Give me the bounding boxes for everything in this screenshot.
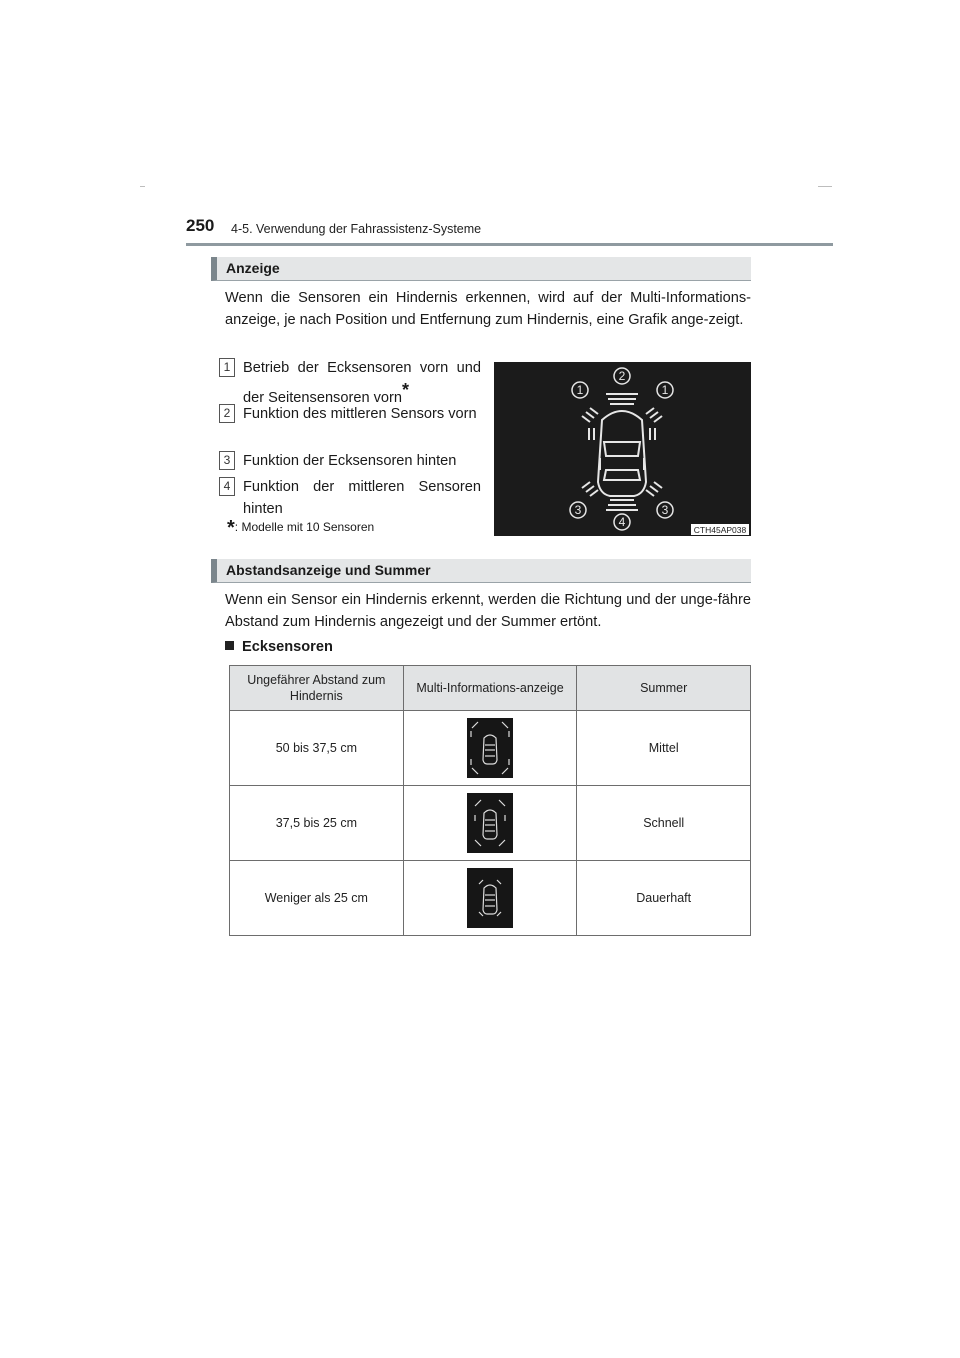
callout-2: 2 — [618, 369, 626, 383]
item-text: Betrieb der Ecksensoren vorn und der Seitensensoren vorn — [243, 360, 481, 406]
distance-cell: 37,5 bis 25 cm — [230, 786, 404, 861]
rear-right-bars — [646, 482, 662, 496]
distance-table — [229, 665, 751, 936]
item-number: 2 — [219, 404, 235, 423]
header-buzzer: Summer — [577, 666, 751, 711]
distance-cell: Weniger als 25 cm — [230, 861, 404, 936]
car-corner-far-icon — [467, 718, 513, 778]
footnote: *: Modelle mit 10 Sensoren — [227, 517, 375, 539]
rear-center-bars — [606, 500, 638, 510]
crop-mark-right — [818, 186, 832, 187]
footnote-star: * — [402, 380, 410, 400]
car-rear-window — [604, 470, 640, 480]
buzzer-cell: Schnell — [577, 786, 751, 861]
sensor-diagram — [494, 362, 751, 536]
header-distance: Ungefährer Abstand zum Hindernis — [230, 666, 404, 711]
bullet-square — [225, 641, 234, 650]
car-corner-near-icon — [467, 868, 513, 928]
table-row — [230, 861, 751, 936]
buzzer-cell: Dauerhaft — [577, 861, 751, 936]
subheading-ecksensoren: Ecksensoren — [225, 639, 333, 655]
section-heading-abstand: Abstandsanzeige und Summer — [211, 559, 751, 583]
car-windshield — [604, 442, 640, 456]
side-bars — [589, 428, 655, 440]
item-text: Funktion der Ecksensoren hinten — [243, 453, 457, 469]
callout-1-right: 1 — [661, 383, 669, 397]
car-corner-mid-icon — [467, 793, 513, 853]
header-rule — [186, 243, 833, 246]
callout-3-right: 3 — [661, 503, 669, 517]
callout-1-left: 1 — [576, 383, 584, 397]
crop-mark-left — [140, 186, 145, 187]
page-number: 250 — [186, 216, 215, 235]
item-text: Funktion des mittleren Sensors vorn — [243, 406, 477, 422]
abstand-intro: Wenn ein Sensor ein Hindernis erkennt, werden die Richtung und der unge-fähre Abstand zum Hindernis angezeigt und der Summer ertönt. — [225, 592, 751, 630]
anzeige-intro: Wenn die Sensoren ein Hindernis erkennen, wird auf der Multi-Informations-anzeige, je nach Position und Entfernung zum Hindernis, eine Grafik ange-zeigt. — [225, 290, 751, 328]
front-right-bars — [646, 408, 662, 422]
section-heading-anzeige: Anzeige — [211, 257, 751, 281]
buzzer-cell: Mittel — [577, 711, 751, 786]
chapter-title: 4-5. Verwendung der Fahrassistenz-Systeme — [231, 222, 482, 236]
item-number: 4 — [219, 477, 235, 496]
header-display: Multi-Informations-anzeige — [403, 666, 577, 711]
item-text: Funktion der mittleren Sensoren hinten — [243, 479, 481, 517]
table-row — [230, 711, 751, 786]
callout-4: 4 — [618, 515, 626, 529]
front-left-bars — [582, 408, 598, 422]
item-number: 1 — [219, 358, 235, 377]
table-row — [230, 786, 751, 861]
front-center-bars — [606, 394, 638, 404]
callout-3-left: 3 — [574, 503, 582, 517]
rear-left-bars — [582, 482, 598, 496]
distance-cell: 50 bis 37,5 cm — [230, 711, 404, 786]
item-number: 3 — [219, 451, 235, 470]
diagram-code: CTH45AP038 — [693, 525, 747, 535]
